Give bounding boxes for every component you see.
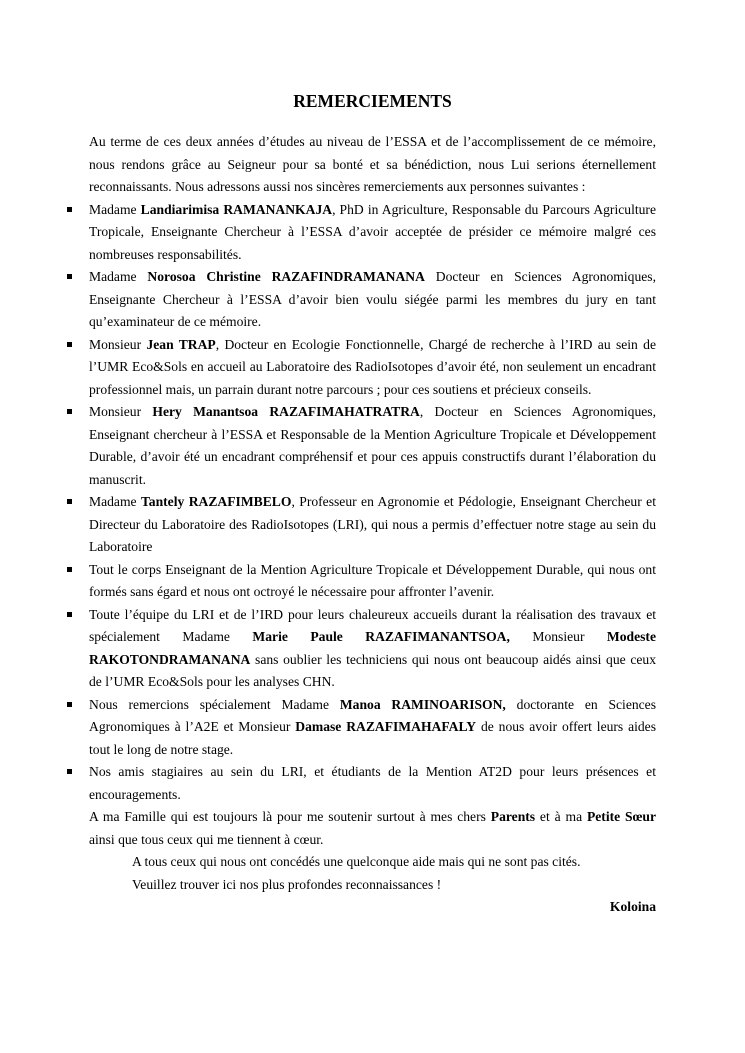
text-segment: A ma Famille qui est toujours là pour me soutenir surtout à mes chers (89, 809, 491, 824)
list-item (89, 559, 656, 604)
name-text: Modeste RAKOTONDRAMANANA (89, 629, 656, 667)
list-item (89, 199, 656, 267)
text-segment: Madame (89, 494, 141, 509)
square-bullet-icon (67, 769, 72, 774)
square-bullet-icon (67, 409, 72, 414)
text-segment: , Docteur en Ecologie Fonctionnelle, Chargé de recherche à l’IRD au sein de l’UMR Eco&Sols en accueil au Laboratoire des RadioIsotopes d’avoir été, non seulement un encadrant professionnel mais, un parrain durant notre parcours ; pour ces soutiens et précieux conseils. (89, 336, 656, 397)
list-item (89, 604, 656, 694)
text-segment: Docteur en Sciences Agronomiques, Enseignante Chercheur à l’ESSA d’avoir bien voulu siégée parmi les membres du jury en tant qu’examinateur de ce mémoire. (89, 269, 656, 329)
text-segment: Monsieur (89, 336, 147, 352)
text-segment: Monsieur (89, 404, 153, 419)
text-segment: Nos amis stagiaires au sein du LRI, et étudiants de la Mention AT2D pour leurs présences et encouragements. (89, 764, 656, 802)
text-segment: , Professeur en Agronomie et Pédologie, Enseignant Chercheur et Directeur du Laboratoire des RadioIsotopes (LRI), qui nous a permis d’effectuer notre stage au sein du Laboratoire (89, 494, 656, 554)
name-text: Norosoa Christine RAZAFINDRAMANANA (147, 269, 425, 284)
text-segment: et à ma (535, 809, 587, 824)
square-bullet-icon (67, 567, 72, 572)
text-segment: Monsieur (509, 629, 607, 644)
list-item (89, 401, 656, 491)
signature: Koloina (609, 899, 656, 914)
square-bullet-icon (67, 612, 72, 617)
text-segment: doctorante en Sciences Agronomiques à l’A2E et Monsieur (89, 696, 657, 734)
text-segment: Nous remercions spécialement Madame (89, 696, 340, 712)
text-segment: de nous avoir offert leurs aides tout le long de notre stage. (89, 719, 657, 757)
text-segment: Madame (89, 201, 141, 217)
closing-line-2: Veuillez trouver ici nos plus profondes reconnaissances ! (132, 876, 442, 892)
text-segment: Tout le corps Enseignant de la Mention Agriculture Tropicale et Développement Durable, qui nous ont formés sans égard et nous ont octroyé le nécessaire pour affronter l’avenir. (89, 561, 656, 599)
family-paragraph (89, 806, 656, 851)
square-bullet-icon (67, 207, 72, 212)
square-bullet-icon (67, 342, 72, 347)
text-segment: , Docteur en Sciences Agronomiques, Enseignant chercheur à l’ESSA et Responsable de la Mention Agriculture Tropicale et Développement Durable, d’avoir été un encadrant compréhensif et pour ces appuis constructifs durant l’élaboration du manuscrit. (89, 404, 656, 487)
acknowledgement-list (89, 199, 656, 807)
intro-paragraph: Au terme de ces deux années d’études au niveau de l’ESSA et de l’accomplissement de ce mémoire, nous rendons grâce au Seigneur pour sa bonté et sa bénédiction, nous Lui serions éternellement reconnaissants. Nous adressons aussi nos sincères remerciements aux personnes suivantes : (89, 134, 656, 194)
name-text: Jean TRAP (146, 336, 216, 352)
closing-line-1: A tous ceux qui nous ont concédés une quelconque aide mais qui ne sont pas cités. (132, 854, 581, 869)
name-text: Landiarimisa RAMANANKAJA (140, 201, 333, 217)
text-segment: , PhD in Agriculture, Responsable du Parcours Agriculture Tropicale, Enseignante Chercheur à l’ESSA d’avoir acceptée de présider ce mémoire malgré ces nombreuses responsabilités. (89, 201, 656, 262)
name-text: Damase RAZAFIMAHAFALY (295, 719, 477, 734)
name-text: Tantely RAZAFIMBELO (140, 494, 292, 509)
name-text: Petite Sœur (586, 809, 656, 824)
square-bullet-icon (67, 274, 72, 279)
text-segment: Madame (89, 269, 148, 284)
body-block (89, 131, 656, 919)
square-bullet-icon (67, 702, 72, 707)
list-item (89, 761, 656, 806)
name-text: Parents (490, 809, 536, 824)
name-text: Manoa RAMINOARISON, (339, 696, 506, 712)
text-segment: sans oublier les techniciens qui nous ont beaucoup aidés ainsi que ceux de l’UMR Eco&Sols pour les analyses CHN. (89, 651, 656, 689)
page-title: REMERCIEMENTS (293, 91, 452, 111)
name-text: Marie Paule RAZAFIMANANTSOA, (252, 629, 510, 644)
list-item (89, 491, 656, 559)
text-segment: ainsi que tous ceux qui me tiennent à cœur. (89, 831, 324, 847)
list-item (89, 266, 656, 334)
list-item (89, 694, 656, 762)
square-bullet-icon (67, 499, 72, 504)
name-text: Hery Manantsoa RAZAFIMAHATRATRA (152, 404, 420, 419)
list-item (89, 334, 656, 402)
text-segment: Toute l’équipe du LRI et de l’IRD pour leurs chaleureux accueils durant la réalisation des travaux et spécialement Madame (89, 606, 656, 644)
